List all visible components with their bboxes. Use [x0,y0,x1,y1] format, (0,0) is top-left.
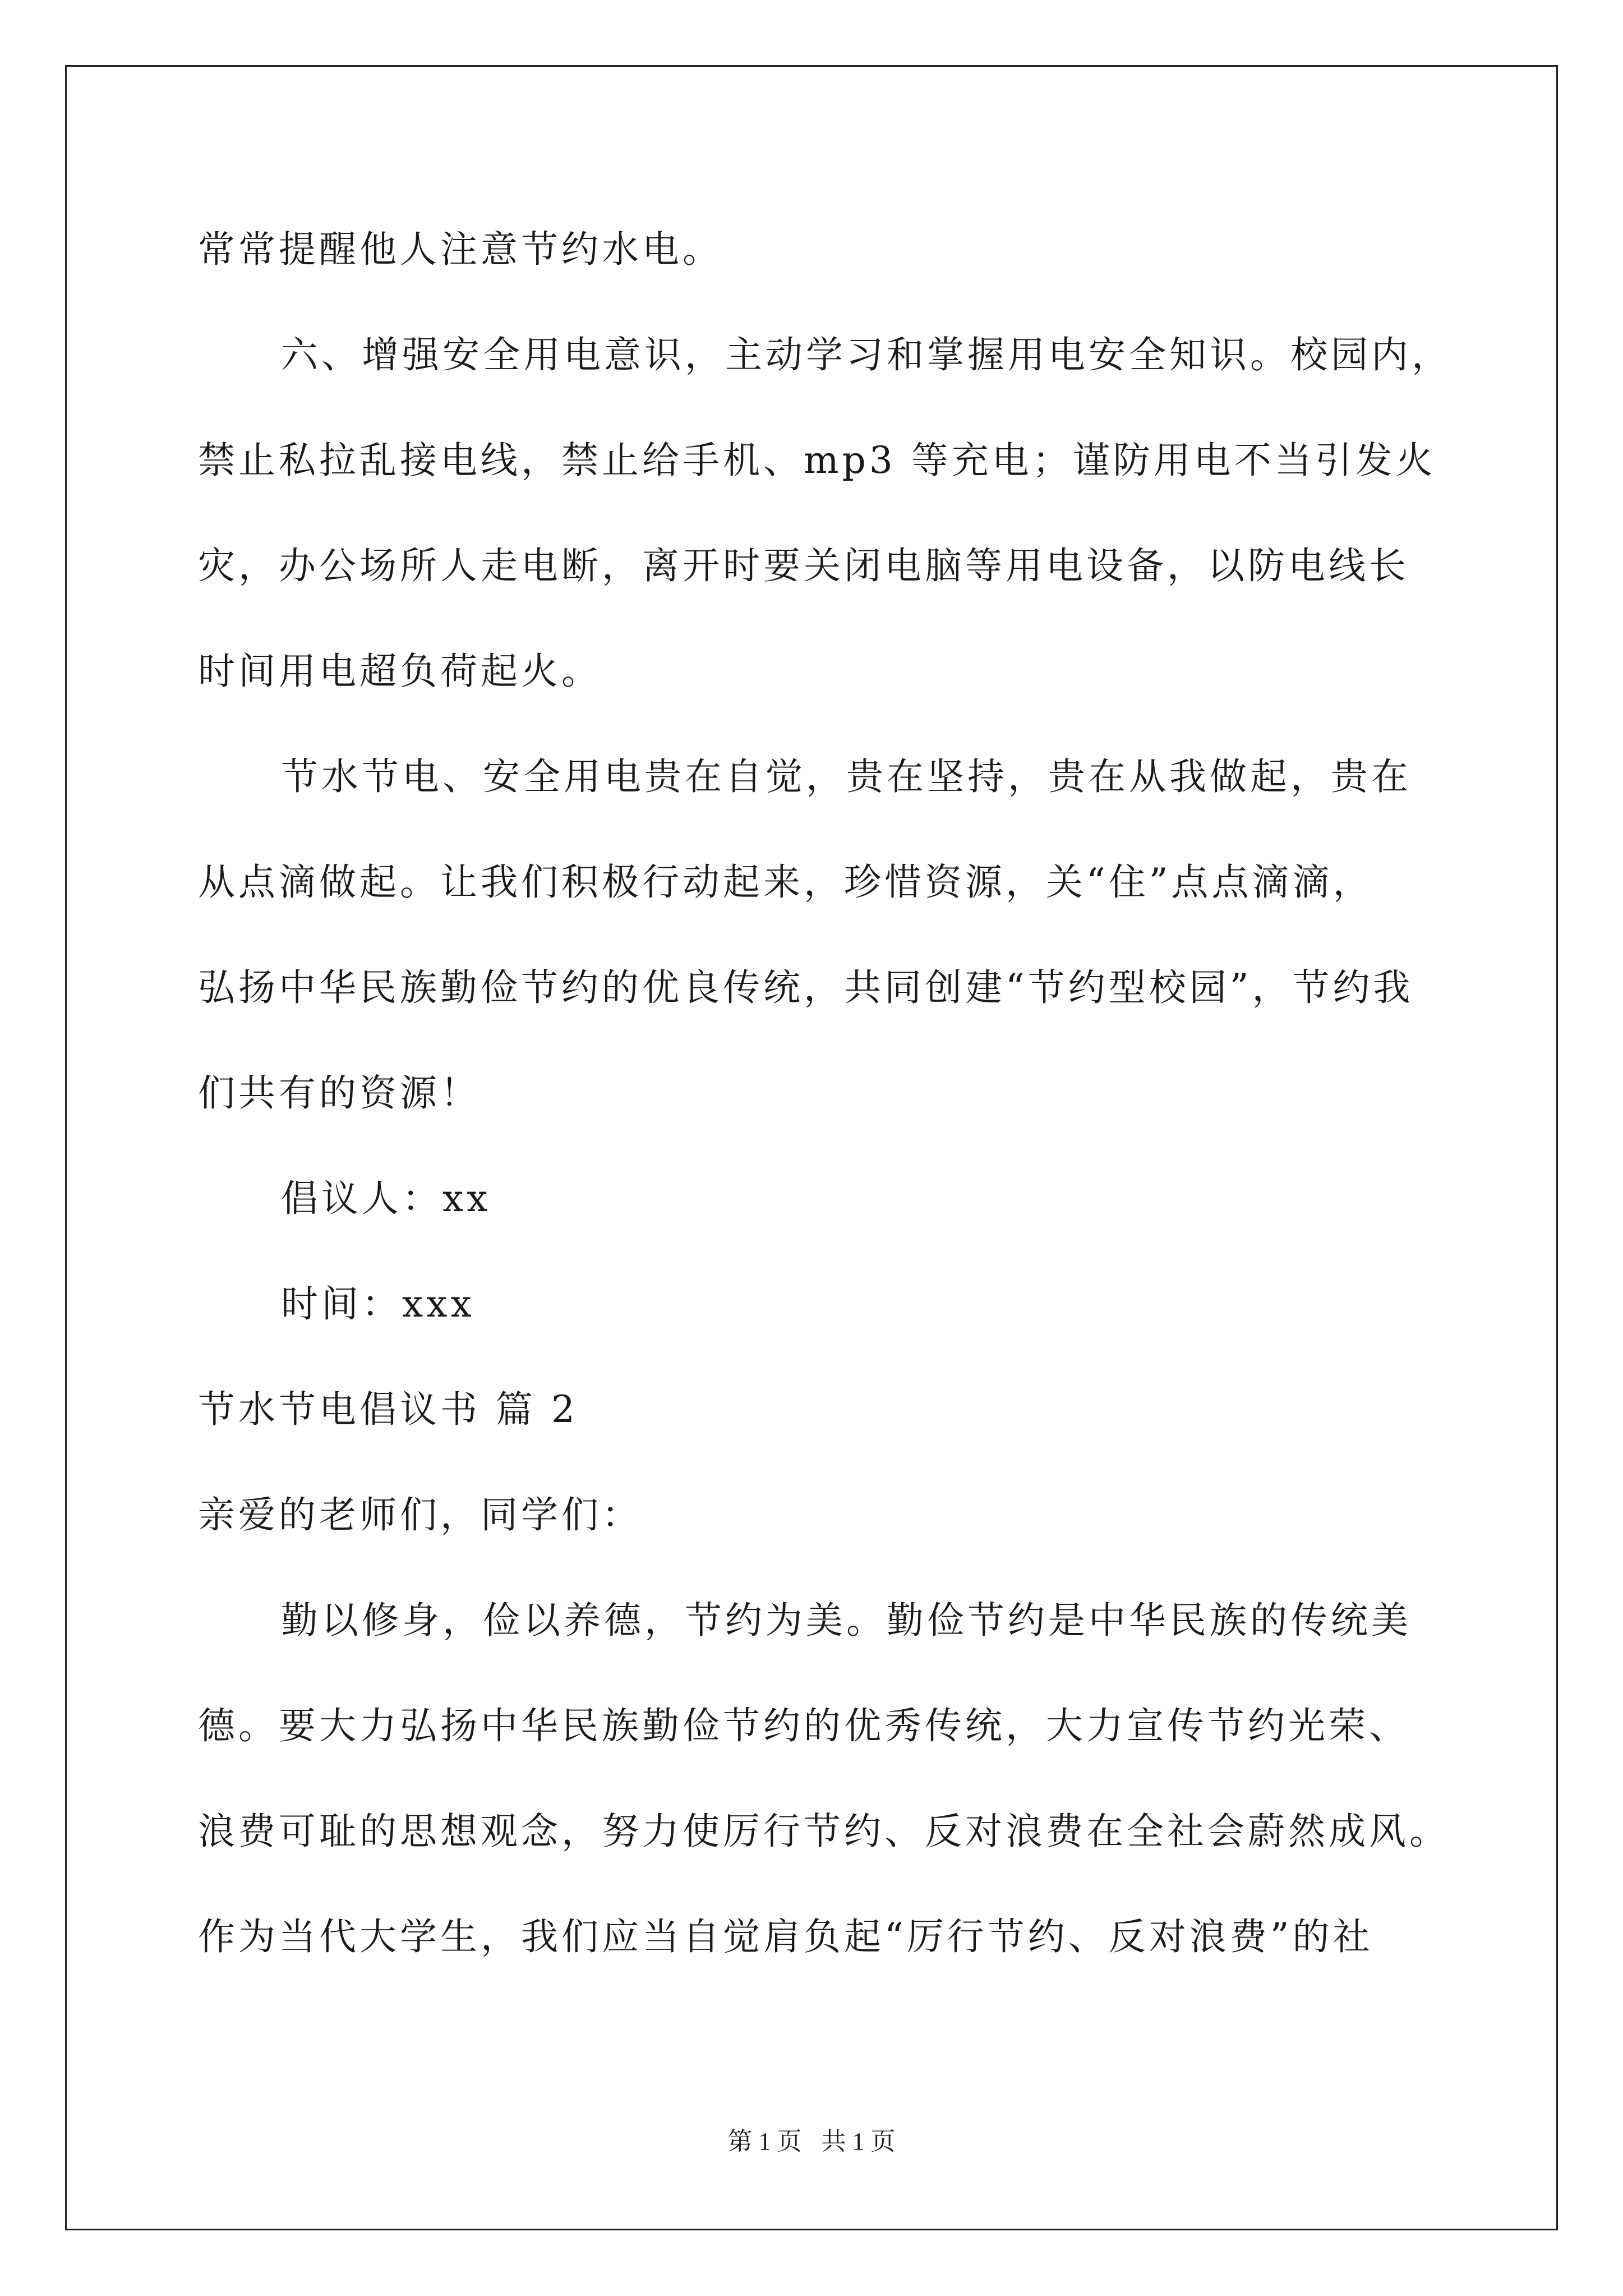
paragraph-start: 勤以修身，俭以养德，节约为美。勤俭节约是中华民族的传统美 [281,1599,1412,1642]
text-line: 灾，办公场所人走电断，离开时要关闭电脑等用电设备，以防电线长 [198,544,1409,587]
initiator-line: 倡议人：xx [281,1177,491,1220]
text-line: 从点滴做起。让我们积极行动起来，珍惜资源，关“住”点点滴滴， [198,861,1373,904]
text-line: 浪费可耻的思想观念，努力使厉行节约、反对浪费在全社会蔚然成风。 [198,1810,1450,1853]
text-line: 弘扬中华民族勤俭节约的优良传统，共同创建“节约型校园”，节约我 [198,966,1414,1009]
paragraph-start: 节水节电、安全用电贵在自觉，贵在坚持，贵在从我做起，贵在 [281,755,1412,798]
salutation: 亲爱的老师们，同学们： [198,1493,642,1536]
page-number: 第 1 页 [727,2128,802,2155]
page-total: 共 1 页 [821,2128,896,2155]
date-line: 时间：xxx [281,1282,475,1326]
paragraph-start: 六、增强安全用电意识，主动学习和掌握用电安全知识。校园内， [281,333,1452,376]
text-line: 们共有的资源！ [198,1071,481,1115]
page-border [65,65,1558,2230]
text-line: 作为当代大学生，我们应当自觉肩负起“厉行节约、反对浪费”的社 [198,1915,1373,1958]
text-line: 时间用电超负荷起火。 [198,650,602,693]
text-line: 德。要大力弘扬中华民族勤俭节约的优秀传统，大力宣传节约光荣、 [198,1704,1409,1747]
section-heading: 节水节电倡议书 篇 2 [198,1388,578,1431]
page-footer [0,2125,1623,2159]
text-line: 常常提醒他人注意节约水电。 [198,228,723,271]
text-line: 禁止私拉乱接电线，禁止给手机、mp3 等充电；谨防用电不当引发火 [198,439,1436,482]
